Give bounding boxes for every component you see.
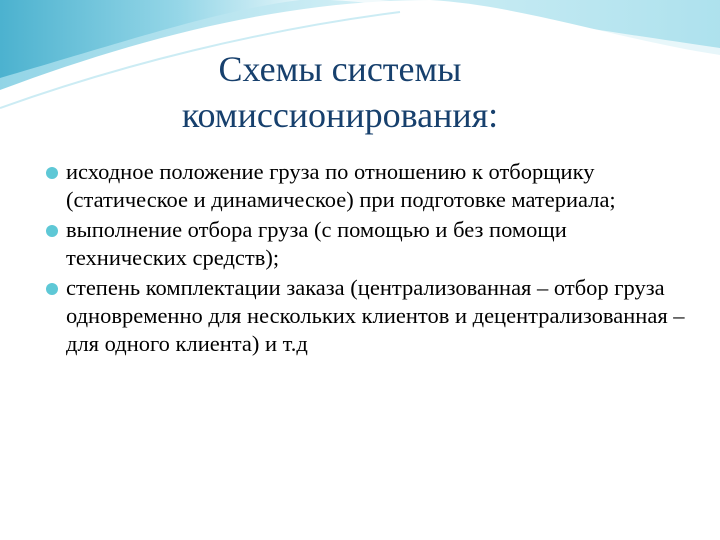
slide-title xyxy=(80,46,600,138)
slide-title-line-2: комиссионирования: xyxy=(181,95,499,135)
bullet-dot-icon xyxy=(46,283,58,295)
bullet-dot-icon xyxy=(46,225,58,237)
bullet-text: исходное положение груза по отношению к отборщику (статическое и динамическое) при подготовке материала; xyxy=(66,159,616,212)
bullet-text: степень комплектации заказа (централизованная – отбор груза одновременно для нескольких клиентов и децентрализованная – для одного клиента) и т.д xyxy=(66,275,685,356)
bullet-list xyxy=(46,158,686,360)
slide-title-line-1: Схемы системы xyxy=(218,49,462,89)
bullet-item xyxy=(46,158,686,214)
bullet-text: выполнение отбора груза (с помощью и без помощи технических средств); xyxy=(66,217,567,270)
bullet-dot-icon xyxy=(46,167,58,179)
bullet-item xyxy=(46,274,686,358)
bullet-item xyxy=(46,216,686,272)
